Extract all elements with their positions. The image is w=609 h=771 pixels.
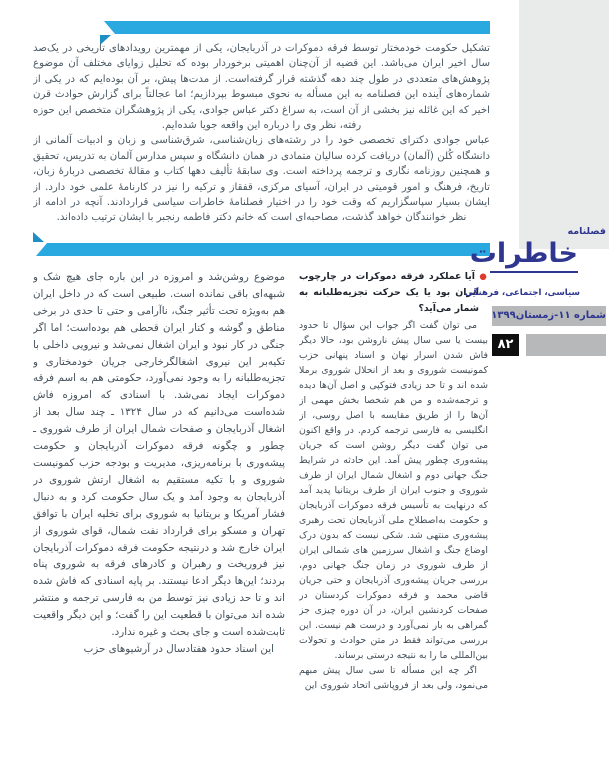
interview-column-left <box>33 269 285 739</box>
page-number-badge: ۸۲ <box>492 334 519 356</box>
answer-paragraph: اگر چه این مسأله تا سی سال پیش مبهم می‌نمود، ولی بعد از فروپاشی اتحاد شوروی این <box>299 665 488 692</box>
question-bullet-icon: ● <box>479 272 488 282</box>
magazine-type-label: فصلنامه <box>567 226 606 237</box>
issue-label: شماره ۱۱-زمستان۱۳۹۹ <box>492 306 606 326</box>
answer-paragraph: این اسناد حدود هفتادسال در آرشیوهای حزب <box>83 642 274 655</box>
bottom-accent-bar <box>36 243 490 256</box>
top-accent-bar <box>104 21 490 34</box>
magazine-logo: خاطرات <box>490 238 578 273</box>
interview-column-right <box>299 269 488 761</box>
interview-question <box>299 269 488 316</box>
page-corner-shade <box>519 0 609 249</box>
interview-question-text: آیا عملکرد فرقه دموکرات در چارچوب ایران بود یا یک حرکت تجزیه‌طلبانه به شمار می‌آید؟ <box>299 271 479 314</box>
answer-paragraph-continued: موضوع روشن‌شد و امروزه در این باره جای هیچ شک و شبهه‌ای باقی نمانده است. طبیعی است که در داخل ایران هم به‌ویژه تحت تأثیر جنگ، ناآرامی و حتی تا حدی در برخی مناطق و گوشه و کنار ایران قحطی هم بوده‌است؛ اما اگر جنگی در کار نبود و ایران اشغال نمی‌شد و نیرویی داخلی با تکیه‌بر این نیروی اشغالگرخارجی جریان خودمختاری و تجزیه‌طلبانه را به وجود نمی‌آورد، حکومتی هم به اسم فرقه دموکرات ایجاد نمی‌شد. با اسنادی که امروزه فاش شده‌است می‌دانیم که در سال ۱۳۲۴ ـ چند سال بعد از اشغال آذربایجان و صفحات شمال ایران از طرف شوروی ـ چطور و چگونه فرقه دموکرات آذربایجان و حکومت پیشه‌وری با برنامه‌ریزی، مدیریت و بودجه حزب کمونیست شوروی و با تکیه مستقیم به اشغال ارتش شوروی در آذربایجان به وجود آمد و یک سال حکومت کرد و به دنبال فشار آمریکا و بریتانیا به شوروی برای تخلیه ایران با توافق تهران و مسکو برای قرارداد نفت شمال، قوای شوروی از ایران خارج شد و درنتیجه حکومت فرقه دموکرات آذربایجان نیز فروریخت و رهبران و کادرهای فرقه به شوروی پناه بردند؛ این‌ها دیگر ادعا نیستند. بر پایه اسنادی که فاش شده اند و تا حد زیادی نیز توسط من به فارسی ترجمه و منتشر شده اند می‌توان با قطعیت این را گفت؛ و این دیگر واقعیت ثابت‌شده است و جای بحث و غیره ندارد. <box>33 271 285 639</box>
intro-block <box>33 41 490 241</box>
page-number-gray-bar <box>526 334 606 356</box>
answer-paragraph: می توان گفت اگر جواب این سؤال تا حدود بیست یا سی سال پیش ناروشن بود، حالا دیگر فاش شدن اسرار نهان و اسناد پنهانی حزب کمونیست شوروی و بعد از انحلال شوروی برملا شده اند و تا حد زیادی فتوکپی و اصل آن‌ها دیده و ترجمه‌شده و من هم شخصا بخش مهمی از آن‌ها را از طریق مقایسه با اصل روسی، از انگلیسی به فارسی ترجمه کردم. در واقع اکنون می توان گفت دیگر روشن است که جریان پیشه‌وری چطور پیش آمد. این حادثه در شرایط جنگ جهانی دوم و اشغال شمال ایران از طرف شوروی و جنوب ایران از طرف بریتانیا پدید آمد که درنهایت به تأسیس فرقه دموکرات آذربایجان و حکومت به‌اصطلاح ملی آذربایجان تحت رهبری پیشه‌وری منتهی شد. شکی نیست که بدون درک اوضاع جنگ و اشغال سرزمین های شمالی ایران از طرف شوروی در زمان جنگ جهانی دوم، بررسی جریان پیشه‌وری آذربایجان و حتی جریان قاضی محمد و فرقه دموکرات کردستان در صفحات کردنشین ایران، در آن دوره چیزی جز گمراهی به بار نمی‌آورد و درست هم نیست. این بررسی می‌تواند فقط در متن حوادث و تحولات بین‌المللی ما را به نتیجه درستی برساند. <box>299 320 488 662</box>
intro-paragraph-2: عباس جوادی دکترای تخصصی خود را در رشته‌های زبان‌شناسی، شرق‌شناسی و زبان و ادبیات آلمانی از دانشگاه کُلن (آلمان) دریافت کرده سالیان متمادی در همان دانشگاه و سپس مدارس آلمان به تدریس، تحقیق و همچنین روزنامه نگاری و ترجمه پرداخته است. وی سابقهٔ تألیف دهها کتاب و مقالهٔ تخصصی دربارهٔ زبان، تاریخ، فرهنگ و امور قومیتی در ایران، آسیای مرکزی، قفقاز و ترکیه را نیز در کارنامهٔ علمی خود دارد. از ایشان بسیار سپاسگزاریم که وقت خود را در اختیار فصلنامهٔ خاطرات سیاسی قراردادند. آنچه در ادامه از نظر خوانندگان خواهد گذشت، مصاحبه‌ای است که خانم دکتر فاطمه رنجبر با ایشان ترتیب داده‌اند. <box>33 135 490 224</box>
magazine-subtitle: سیاسی، اجتماعی، فرهنگی <box>464 288 580 298</box>
intro-paragraph-1: تشکیل حکومت خودمختار توسط فرقه دموکرات در آذربایجان، یکی از مهمترین رویدادهای تاریخی در یک‌صد سال اخیر ایران می‌باشد. این قضیه از آن‌چنان اهمیتی برخوردار بوده که تحلیل زوایای مختلف آن موضوع پژوهش‌های متعددی در طول چند دهه گذشته قرار گرفته‌است. از مدت‌ها پیش، بر آن بوده‌ایم که در یکی از شماره‌های آینده این فصلنامه به این مسأله به نحوی مبسوط بپردازیم؛ اما عجالتاً برای گزارش حوادث قرن اخیر که این غائله نیز بخشی از آن است، به سراغ دکتر عباس جوادی، یکی از پژوهشگران متخصص این حوزه رفته، نظر وی را درباره این واقعه جویا شده‌ایم. <box>33 43 490 132</box>
